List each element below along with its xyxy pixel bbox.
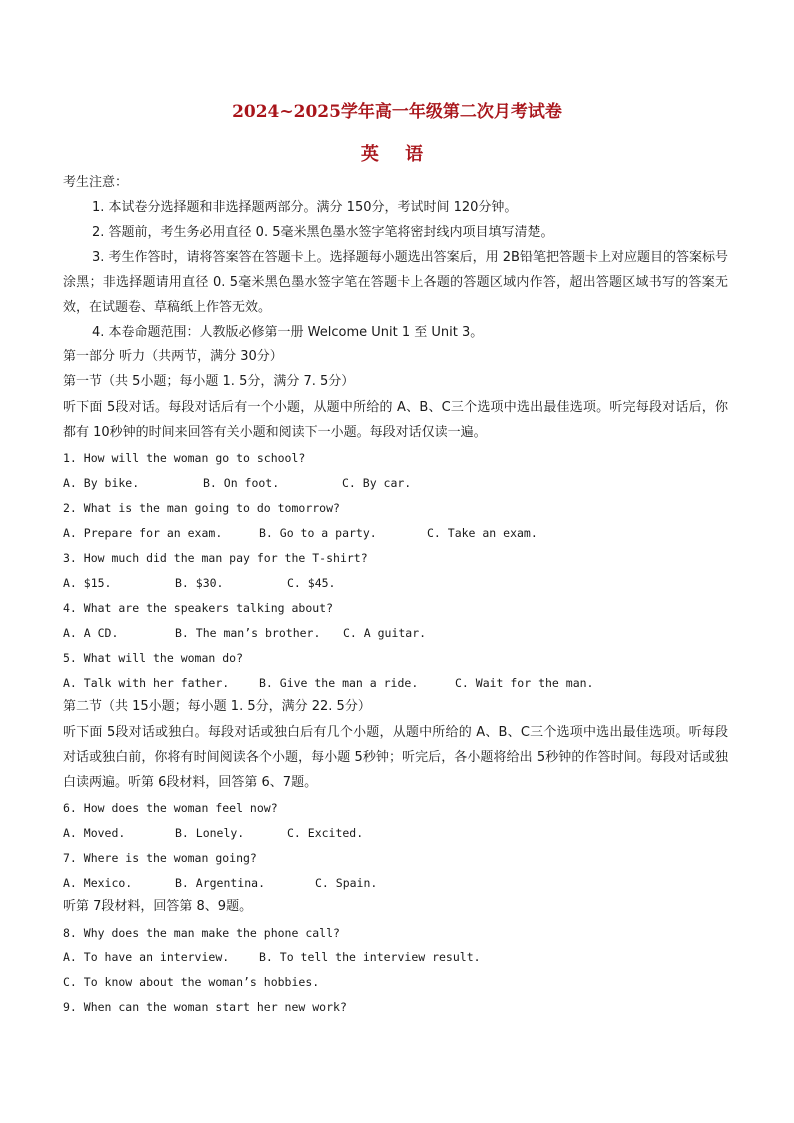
option-c: C. Wait for the man.	[455, 676, 594, 690]
option-a: A. Moved.	[63, 826, 126, 840]
option-b: B. To tell the interview result.	[259, 950, 481, 964]
question-9: 9. When can the woman start her new work?	[63, 1000, 347, 1014]
option-c: C. $45.	[287, 576, 336, 590]
option-a: A. To have an interview.	[63, 950, 230, 964]
option-c: C. Excited.	[287, 826, 364, 840]
notice-item-4: 4. 本卷命题范围：人教版必修第一册 Welcome Unit 1 至 Unit 3。	[92, 325, 484, 340]
question-4: 4. What are the speakers talking about?	[63, 601, 334, 615]
question-6: 6. How does the woman feel now?	[63, 801, 278, 815]
exam-title: 2024~2025学年高一年级第二次月考试卷	[232, 102, 562, 122]
section1-instructions: 听下面 5段对话。每段对话后有一个小题，从题中所给的 A、B、C三个选项中选出最佳选项。听完每段对话后，你都有 10秒钟的时间来回答有关小题和阅读下一小题。每段对话仅读一遍。	[63, 400, 728, 440]
option-b: B. Give the man a ride.	[259, 676, 419, 690]
option-b: B. Go to a party.	[259, 526, 377, 540]
subject-title: 英 语	[360, 144, 434, 165]
question-1: 1. How will the woman go to school?	[63, 451, 306, 465]
option-b: B. On foot.	[203, 476, 280, 490]
option-b: B. The man’s brother.	[175, 626, 321, 640]
option-a: A. A CD.	[63, 626, 119, 640]
section2-instructions: 听下面 5段对话或独白。每段对话或独白后有几个小题，从题中所给的 A、B、C三个选项中选出最佳选项。听每段对话或独白前，你将有时间阅读各个小题，每小题 5秒钟；听完后，各小题将给出 5秒钟的作答时间。每段对话或独白读两遍。听第 6段材料，回答第 6、7题。	[63, 725, 728, 790]
question-2: 2. What is the man going to do tomorrow?	[63, 501, 340, 515]
notice-item-2: 2. 答题前，考生务必用直径 0. 5毫米黑色墨水签字笔将密封线内项目填写清楚。	[92, 225, 554, 240]
option-c: C. By car.	[342, 476, 412, 490]
section1-heading: 第一节（共 5小题；每小题 1. 5分，满分 7. 5分）	[63, 374, 355, 389]
material-7-note: 听第 7段材料，回答第 8、9题。	[63, 899, 253, 914]
option-a: A. Prepare for an exam.	[63, 526, 223, 540]
option-c: C. Take an exam.	[427, 526, 538, 540]
question-5: 5. What will the woman do?	[63, 651, 244, 665]
question-3: 3. How much did the man pay for the T-shirt?	[63, 551, 368, 565]
notice-item-3: 3. 考生作答时，请将答案答在答题卡上。选择题每小题选出答案后，用 2B铅笔把答题卡上对应题目的答案标号涂黑；非选择题请用直径 0. 5毫米黑色墨水签字笔在答题卡上各题的答题区域内作答，超出答题区域书写的答案无效，在试题卷、草稿纸上作答无效。	[63, 250, 728, 315]
option-b: B. $30.	[175, 576, 224, 590]
question-8: 8. Why does the man make the phone call?	[63, 926, 340, 940]
part1-heading: 第一部分 听力（共两节，满分 30分）	[63, 349, 283, 364]
option-a: A. $15.	[63, 576, 112, 590]
notice-item-1: 1. 本试卷分选择题和非选择题两部分。满分 150分，考试时间 120分钟。	[92, 200, 518, 215]
option-a: A. Mexico.	[63, 876, 133, 890]
question-8-option-c: C. To know about the woman’s hobbies.	[63, 975, 320, 989]
section2-heading: 第二节（共 15小题；每小题 1. 5分，满分 22. 5分）	[63, 699, 371, 714]
option-a: A. By bike.	[63, 476, 140, 490]
notice-label: 考生注意：	[63, 175, 129, 190]
question-7: 7. Where is the woman going?	[63, 851, 257, 865]
option-c: C. A guitar.	[343, 626, 427, 640]
option-a: A. Talk with her father.	[63, 676, 230, 690]
option-c: C. Spain.	[315, 876, 378, 890]
option-b: B. Lonely.	[175, 826, 245, 840]
option-b: B. Argentina.	[175, 876, 266, 890]
